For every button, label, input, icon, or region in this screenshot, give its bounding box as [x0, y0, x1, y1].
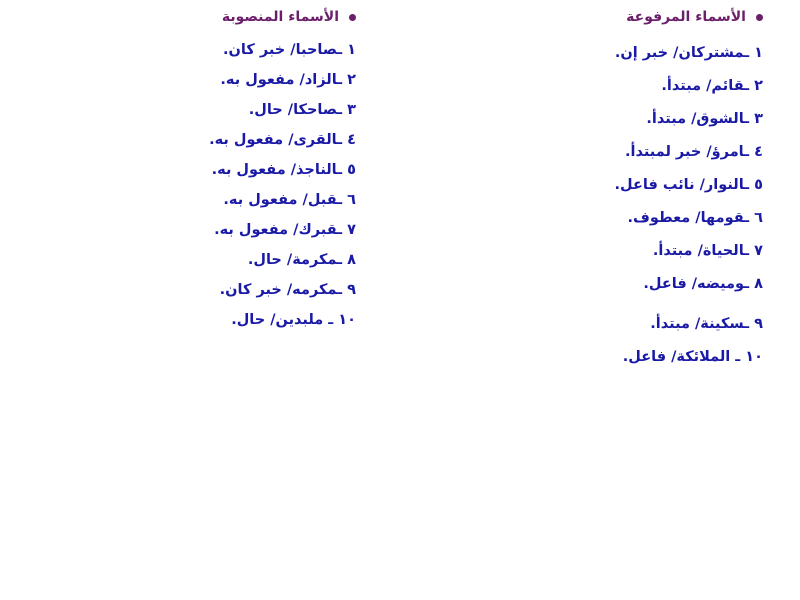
raised-nouns-heading-text: الأسماء المرفوعة	[626, 9, 746, 25]
accusative-noun-item: ٧ ـقبرك/ مفعول به.	[214, 222, 356, 238]
raised-noun-item: ٤ ـامرؤ/ خبر لمبتدأ.	[625, 144, 763, 160]
accusative-noun-item: ٤ ـالقرى/ مفعول به.	[209, 132, 356, 148]
raised-noun-item: ٢ ـقائم/ مبتدأ.	[661, 78, 763, 94]
accusative-nouns-list	[56, 6, 356, 328]
raised-nouns-list	[433, 6, 763, 365]
accusative-noun-item: ٢ ـالزاد/ مفعول به.	[220, 72, 356, 88]
accusative-noun-item: ١ ـصاحبا/ خبر كان.	[223, 42, 356, 58]
raised-nouns-heading	[433, 6, 763, 28]
accusative-noun-item: ٣ ـصاحكا/ حال.	[248, 102, 356, 118]
raised-noun-item: ١٠ ـ الملائكة/ فاعل.	[622, 349, 763, 365]
accusative-noun-item: ١٠ ـ ملبدين/ حال.	[231, 312, 356, 328]
bullet-icon	[349, 14, 356, 21]
accusative-noun-item: ٥ ـالناجذ/ مفعول به.	[211, 162, 356, 178]
raised-noun-item: ٩ ـسكينة/ مبتدأ.	[650, 316, 763, 332]
bullet-icon	[756, 14, 763, 21]
accusative-nouns-heading-text: الأسماء المنصوبة	[221, 9, 339, 25]
raised-noun-item: ٣ ـالشوق/ مبتدأ.	[646, 111, 763, 127]
accusative-noun-item: ٨ ـمكرمة/ حال.	[247, 252, 356, 268]
raised-noun-item: ٨ ـوميضه/ فاعل.	[643, 276, 763, 292]
accusative-noun-item: ٩ ـمكرمه/ خبر كان.	[219, 282, 356, 298]
raised-noun-item: ١ ـمشتركان/ خبر إن.	[614, 45, 763, 61]
accusative-nouns-heading	[56, 6, 356, 28]
raised-noun-item: ٧ ـالحياة/ مبتدأ.	[652, 243, 763, 259]
raised-noun-item: ٦ ـقومها/ معطوف.	[627, 210, 763, 226]
raised-noun-item: ٥ ـالنوار/ نائب فاعل.	[614, 177, 763, 193]
accusative-noun-item: ٦ ـقبل/ مفعول به.	[223, 192, 356, 208]
